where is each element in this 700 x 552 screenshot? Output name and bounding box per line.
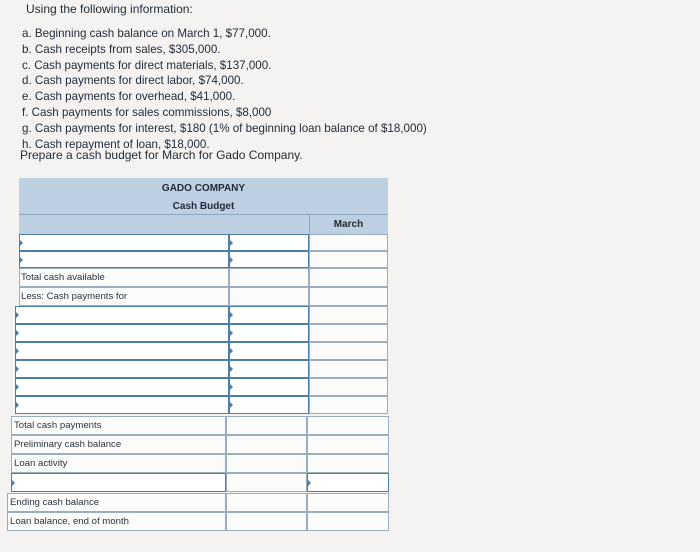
receipt-amount-input[interactable] — [229, 234, 309, 251]
value-cell — [229, 287, 309, 306]
value-cell — [309, 287, 388, 306]
payment-label-input[interactable] — [15, 306, 229, 324]
label-loan-activity: Loan activity — [14, 458, 68, 469]
info-item: h. Cash repayment of loan, $18,000. — [22, 137, 210, 151]
value-cell — [229, 268, 309, 287]
label-ending-cash-balance: Ending cash balance — [10, 497, 100, 508]
value-cell — [309, 324, 388, 342]
value-cell — [226, 493, 307, 512]
value-cell — [226, 416, 307, 435]
payment-amount-input[interactable] — [229, 378, 309, 396]
value-cell — [307, 416, 389, 435]
value-cell — [307, 435, 389, 454]
value-cell — [309, 396, 388, 414]
info-item: a. Beginning cash balance on March 1, $77,000. — [22, 27, 271, 40]
budget-title: Cash Budget — [172, 201, 235, 212]
receipt-label-input[interactable] — [19, 234, 229, 251]
payment-label-input[interactable] — [15, 324, 229, 342]
ending-cash-balance-value — [307, 493, 389, 512]
value-cell — [226, 512, 307, 531]
value-cell — [309, 342, 388, 360]
receipt-amount-input[interactable] — [229, 251, 309, 268]
value-cell — [309, 234, 388, 251]
info-item: d. Cash payments for direct labor, $74,000. — [22, 74, 244, 88]
receipt-label-input[interactable] — [19, 251, 229, 268]
value-cell — [309, 251, 388, 268]
value-cell — [226, 473, 307, 492]
loan-activity-amount-input[interactable] — [307, 473, 389, 492]
loan-activity-label-input[interactable] — [11, 473, 226, 492]
label-total-cash-payments: Total cash payments — [14, 420, 102, 431]
payment-label-input[interactable] — [15, 396, 229, 414]
payment-label-input[interactable] — [15, 360, 229, 378]
payment-amount-input[interactable] — [229, 396, 309, 414]
label-less-cash-payments: Less: Cash payments for — [21, 291, 128, 302]
value-cell — [226, 454, 307, 473]
label-total-cash-available: Total cash available — [21, 272, 105, 283]
value-cell — [309, 378, 388, 396]
value-cell — [309, 268, 388, 287]
payment-label-input[interactable] — [15, 378, 229, 396]
payment-amount-input[interactable] — [229, 306, 309, 324]
task-prompt: Prepare a cash budget for March for Gado Company. — [20, 148, 303, 162]
payment-amount-input[interactable] — [229, 342, 309, 360]
column-march: March — [333, 219, 364, 230]
label-loan-balance-end: Loan balance, end of month — [10, 516, 129, 527]
label-preliminary-cash-balance: Preliminary cash balance — [14, 439, 122, 450]
value-cell — [309, 360, 388, 378]
payment-amount-input[interactable] — [229, 324, 309, 342]
value-cell — [226, 435, 307, 454]
value-cell — [307, 454, 389, 473]
info-item: c. Cash payments for direct materials, $137,000. — [22, 58, 272, 72]
header-divider — [19, 214, 309, 235]
payment-label-input[interactable] — [15, 342, 229, 360]
company-name: GADO COMPANY — [161, 183, 246, 194]
info-item: e. Cash payments for overhead, $41,000. — [22, 90, 236, 104]
info-item: b. Cash receipts from sales, $305,000. — [22, 42, 221, 56]
loan-balance-end-value — [307, 512, 389, 531]
info-item: f. Cash payments for sales commissions, $8,000 — [22, 105, 272, 119]
payment-amount-input[interactable] — [229, 360, 309, 378]
info-item: g. Cash payments for interest, $180 (1% of beginning loan balance of $18,000) — [22, 121, 427, 135]
instructions-intro: Using the following information: — [26, 2, 193, 16]
value-cell — [309, 306, 388, 324]
